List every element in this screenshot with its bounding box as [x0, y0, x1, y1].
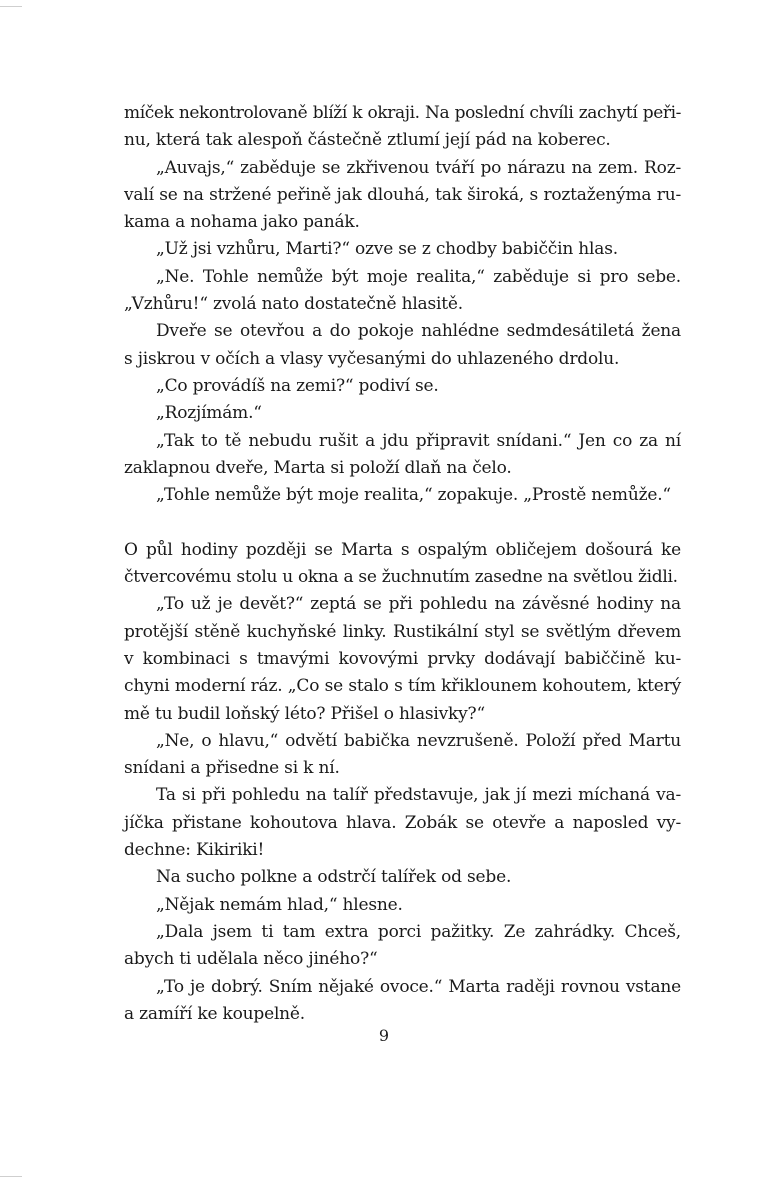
paragraph: [124, 974, 681, 1029]
text-line: chyni moderní ráz. „Co se stalo s tím křiklounem kohoutem, který: [124, 676, 681, 697]
text-line: zaklapnou dveře, Marta si položí dlaň na čelo.: [124, 457, 512, 478]
text-line: „Co provádíš na zemi?“ podiví se.: [156, 375, 439, 396]
paragraph: [124, 782, 681, 864]
crop-mark-top: [0, 6, 22, 7]
paragraph: [124, 728, 681, 783]
text-line: O půl hodiny později se Marta s ospalým obličejem došourá ke: [124, 539, 681, 560]
text-line: s jiskrou v očích a vlasy vyčesanými do uhlazeného drdolu.: [124, 348, 620, 369]
paragraph: [124, 537, 681, 592]
paragraph: [124, 482, 681, 509]
text-line: „Auvajs,“ zaběduje se zkřivenou tváří po nárazu na zem. Roz-: [156, 157, 681, 178]
paragraph: [124, 919, 681, 974]
text-line: „To je dobrý. Sním nějaké ovoce.“ Marta raději rovnou vstane: [156, 976, 681, 997]
text-line: „Vzhůru!“ zvolá nato dostatečně hlasitě.: [124, 294, 463, 315]
text-line: „Rozjímám.“: [156, 403, 262, 424]
text-line: Na sucho polkne a odstrčí talířek od sebe.: [156, 867, 512, 888]
text-line: čtvercovému stolu u okna a se žuchnutím zasedne na světlou židli.: [124, 567, 678, 588]
text-line: jíčka přistane kohoutova hlava. Zobák se otevře a naposled vy-: [124, 812, 681, 833]
text-line: „Tohle nemůže být moje realita,“ zopakuje. „Prostě nemůže.“: [156, 485, 671, 506]
paragraph: [124, 591, 681, 727]
paragraph: [124, 864, 681, 891]
text-line: míček nekontrolovaně blíží k okraji. Na poslední chvíli zachytí peři-: [124, 103, 681, 123]
text-line: „Tak to tě nebudu rušit a jdu připravit snídani.“ Jen co za ní: [156, 430, 681, 451]
text-line: a zamíří ke koupelně.: [124, 1003, 305, 1024]
text-line: „Už jsi vzhůru, Marti?“ ozve se z chodby babiččin hlas.: [156, 239, 618, 260]
paragraph: [124, 400, 681, 427]
paragraph: [124, 373, 681, 400]
crop-mark-bottom: [0, 1176, 22, 1177]
text-line: dechne: Kikiriki!: [124, 840, 265, 861]
section-break: [124, 509, 681, 536]
text-line: nu, která tak alespoň částečně ztlumí její pád na koberec.: [124, 130, 611, 151]
paragraph: [124, 100, 681, 155]
paragraph: [124, 428, 681, 483]
page-number: 9: [378, 1026, 390, 1045]
paragraph: [124, 155, 681, 237]
page-text-block: [124, 100, 681, 1028]
text-line: „Dala jsem ti tam extra porci pažitky. Ze zahrádky. Chceš,: [156, 921, 681, 942]
paragraph: [124, 892, 681, 919]
text-line: Ta si při pohledu na talíř představuje, jak jí mezi míchaná va-: [156, 785, 681, 806]
text-line: „To už je devět?“ zeptá se při pohledu na závěsné hodiny na: [156, 594, 681, 615]
text-line: „Ne, o hlavu,“ odvětí babička nevzrušeně. Položí před Martu: [156, 730, 681, 751]
text-line: mě tu budil loňský léto? Přišel o hlasivky?“: [124, 703, 485, 724]
text-line: „Ne. Tohle nemůže být moje realita,“ zaběduje si pro sebe.: [156, 266, 681, 287]
text-line: „Nějak nemám hlad,“ hlesne.: [156, 894, 403, 915]
paragraph: [124, 264, 681, 319]
text-line: Dveře se otevřou a do pokoje nahlédne sedmdesátiletá žena: [156, 321, 681, 342]
text-line: v kombinaci s tmavými kovovými prvky dodávají babiččině ku-: [124, 648, 681, 669]
paragraph: [124, 236, 681, 263]
text-line: protější stěně kuchyňské linky. Rustikální styl se světlým dřevem: [124, 621, 681, 642]
paragraph: [124, 318, 681, 373]
text-line: valí se na stržené peřině jak dlouhá, tak široká, s roztaženýma ru-: [124, 184, 681, 205]
text-line: kama a nohama jako panák.: [124, 212, 360, 233]
text-line: snídani a přisedne si k ní.: [124, 758, 340, 779]
text-line: abych ti udělala něco jiného?“: [124, 949, 378, 970]
